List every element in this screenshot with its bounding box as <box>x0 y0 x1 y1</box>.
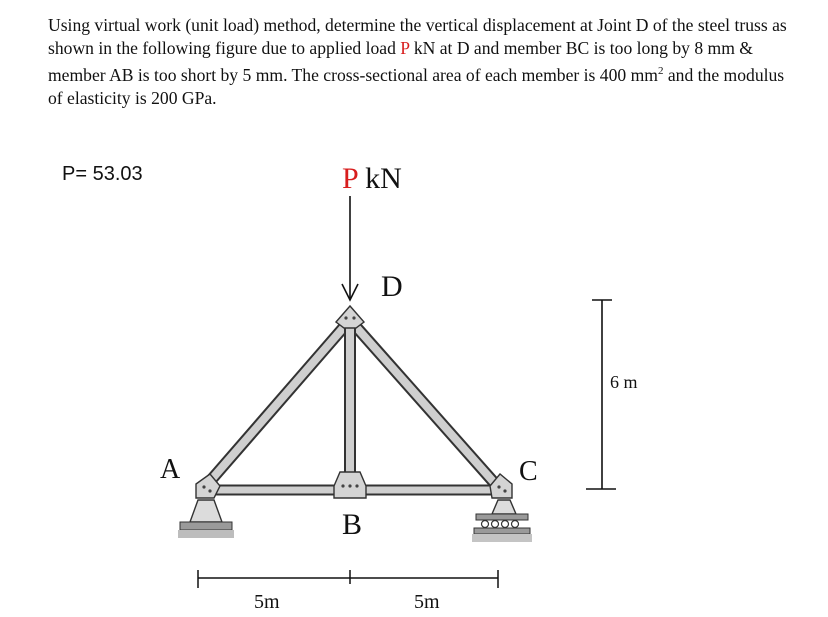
span-dimension <box>198 570 498 588</box>
joint-a-label: A <box>160 454 181 485</box>
gusset-d <box>336 306 364 328</box>
problem-text-part1: Using virtual work (unit load) method, determine the vertical displacement at Joint D of the steel truss as shown in the following figure due to applied load <box>48 15 787 58</box>
joint-d-label: D <box>381 270 403 303</box>
area-exponent: 2 <box>657 65 664 77</box>
figure-load-unit: kN <box>357 162 402 195</box>
p-value-label: P= 53.03 <box>62 163 143 185</box>
load-arrow <box>342 196 358 300</box>
span-left-label: 5m <box>254 591 280 613</box>
member-dc <box>350 320 498 487</box>
problem-text-part3: and the modulus of elasticity is 200 GPa. <box>48 64 785 108</box>
load-label <box>342 162 402 195</box>
pin-support-a <box>178 500 234 538</box>
load-symbol: P <box>400 38 410 58</box>
height-label: 6 m <box>610 372 638 392</box>
member-ad <box>205 320 350 487</box>
roller-support-c <box>472 500 532 542</box>
joint-c-label: C <box>519 456 538 487</box>
figure-load-symbol: P <box>342 162 358 195</box>
problem-text-part2: kN at D and member BC is too long by 8 mm & member AB is too short by 5 mm. The cross-sectional area of each member is 400 mm <box>48 38 753 85</box>
height-dimension <box>586 300 616 489</box>
span-right-label: 5m <box>414 591 440 613</box>
joint-b-label: B <box>342 508 363 541</box>
